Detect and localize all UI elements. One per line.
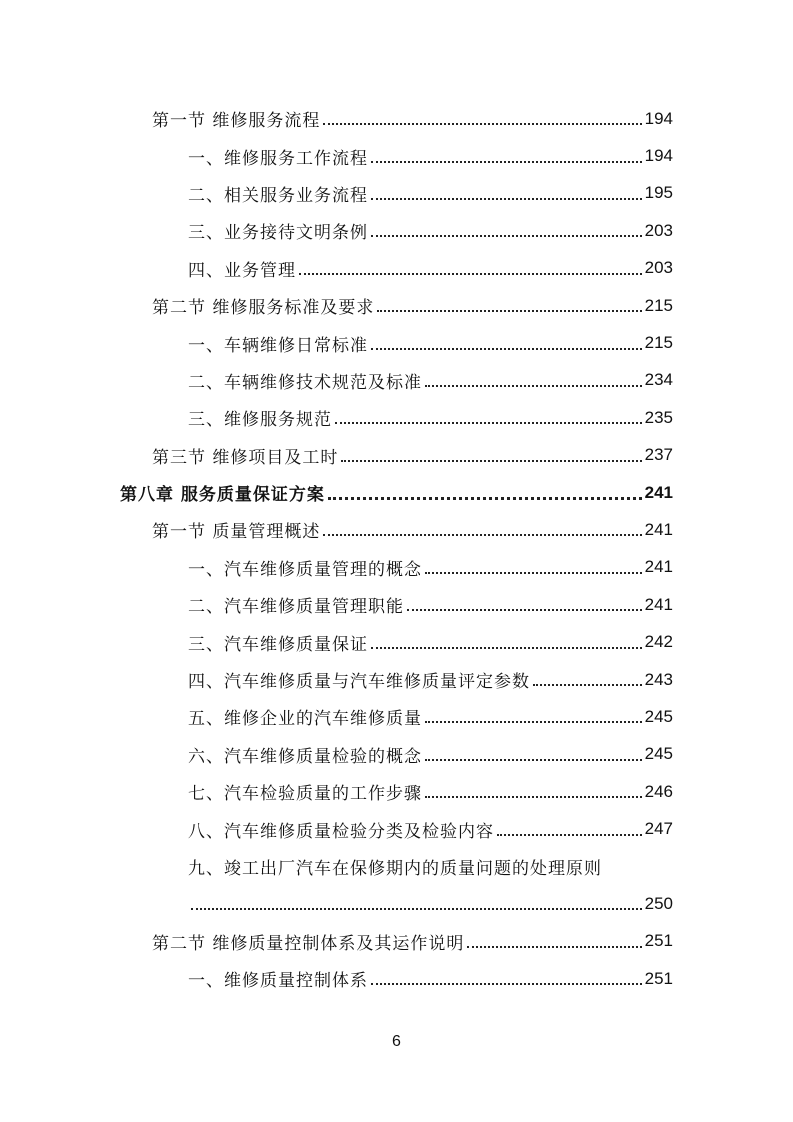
- dot-leader: [425, 758, 642, 761]
- dot-leader: [371, 234, 642, 237]
- toc-item[interactable]: [0, 848, 793, 885]
- toc-item[interactable]: [0, 250, 793, 287]
- toc-entry-title: 第二节 维修质量控制体系及其运作说明: [152, 933, 465, 954]
- toc-item[interactable]: [0, 773, 793, 810]
- toc-entry-title: 二、车辆维修技术规范及标准: [188, 372, 422, 393]
- toc-section[interactable]: [0, 100, 793, 137]
- toc-entry-page: 246: [644, 781, 673, 801]
- dot-leader: [341, 459, 641, 462]
- dot-leader: [371, 197, 642, 200]
- toc-item[interactable]: [0, 549, 793, 586]
- toc-item[interactable]: [0, 324, 793, 361]
- dot-leader: [425, 384, 642, 387]
- toc-item[interactable]: [0, 698, 793, 735]
- toc-entry-title: 七、汽车检验质量的工作步骤: [188, 784, 422, 805]
- dot-leader: [467, 945, 641, 948]
- toc-entry-title: 三、汽车维修质量保证: [188, 634, 368, 655]
- toc-entry-title: 三、维修服务规范: [188, 410, 332, 431]
- toc-item[interactable]: [0, 212, 793, 249]
- toc-entry-title: 四、汽车维修质量与汽车维修质量评定参数: [188, 672, 530, 693]
- toc-entry-page: 235: [644, 407, 673, 427]
- toc-entry-title: 六、汽车维修质量检验的概念: [188, 746, 422, 767]
- table-of-contents: [0, 100, 793, 997]
- toc-section[interactable]: [0, 923, 793, 960]
- page-number: 6: [392, 1033, 401, 1050]
- toc-entry-page: 242: [644, 632, 673, 652]
- toc-section[interactable]: [0, 511, 793, 548]
- dot-leader: [425, 720, 642, 723]
- toc-entry-title: 第八章 服务质量保证方案: [120, 485, 325, 506]
- toc-item[interactable]: [0, 661, 793, 698]
- dot-leader: [371, 646, 642, 649]
- toc-entry-page: 194: [644, 146, 673, 166]
- toc-entry-page: 237: [644, 445, 673, 465]
- toc-item[interactable]: [0, 399, 793, 436]
- toc-entry-page: 241: [644, 594, 673, 614]
- toc-entry-title: 二、相关服务业务流程: [188, 185, 368, 206]
- toc-entry-page: 247: [644, 819, 673, 839]
- toc-entry-title: 一、维修服务工作流程: [188, 148, 368, 169]
- dot-leader: [323, 122, 641, 125]
- toc-item[interactable]: [0, 175, 793, 212]
- toc-entry-title: 第二节 维修服务标准及要求: [152, 298, 375, 319]
- toc-section[interactable]: [0, 437, 793, 474]
- dot-leader: [371, 982, 642, 985]
- toc-entry-title: 第一节 质量管理概述: [152, 522, 321, 543]
- toc-entry-page: 203: [644, 220, 673, 240]
- dot-leader: [299, 272, 642, 275]
- dot-leader: [371, 160, 642, 163]
- toc-entry-title: 二、汽车维修质量管理职能: [188, 597, 404, 618]
- toc-section[interactable]: [0, 287, 793, 324]
- dot-leader: [328, 496, 642, 500]
- toc-entry-page: 250: [644, 893, 673, 913]
- toc-entry-page: 251: [644, 968, 673, 988]
- toc-entry-page: 234: [644, 370, 673, 390]
- toc-item[interactable]: [0, 362, 793, 399]
- toc-entry-page: 243: [644, 669, 673, 689]
- dot-leader: [425, 795, 642, 798]
- toc-entry-page: 215: [644, 295, 673, 315]
- toc-item[interactable]: [0, 736, 793, 773]
- toc-item[interactable]: [0, 810, 793, 847]
- dot-leader: [335, 421, 642, 424]
- toc-entry-title: 一、维修质量控制体系: [188, 971, 368, 992]
- dot-leader: [407, 608, 642, 611]
- dot-leader: [533, 683, 642, 686]
- dot-leader: [377, 309, 641, 312]
- toc-entry-page: 195: [644, 183, 673, 203]
- toc-item[interactable]: [0, 885, 793, 922]
- dot-leader: [425, 571, 642, 574]
- toc-entry-title: 四、业务管理: [188, 260, 296, 281]
- toc-item[interactable]: [0, 586, 793, 623]
- toc-entry-title: 八、汽车维修质量检验分类及检验内容: [188, 821, 494, 842]
- toc-item[interactable]: [0, 623, 793, 660]
- toc-entry-page: 251: [644, 931, 673, 951]
- toc-entry-page: 245: [644, 706, 673, 726]
- dot-leader: [371, 347, 642, 350]
- toc-entry-page: 241: [644, 557, 673, 577]
- dot-leader: [323, 533, 641, 536]
- toc-entry-page: 241: [644, 519, 673, 539]
- toc-entry-page: 245: [644, 744, 673, 764]
- toc-chapter[interactable]: [0, 474, 793, 511]
- toc-entry-page: 194: [644, 108, 673, 128]
- toc-entry-title: 五、维修企业的汽车维修质量: [188, 709, 422, 730]
- toc-item[interactable]: [0, 960, 793, 997]
- dot-leader: [191, 907, 642, 910]
- dot-leader: [497, 833, 642, 836]
- toc-entry-title: 第一节 维修服务流程: [152, 111, 321, 132]
- toc-entry-title: 一、汽车维修质量管理的概念: [188, 559, 422, 580]
- toc-item[interactable]: [0, 137, 793, 174]
- toc-entry-title: 三、业务接待文明条例: [188, 223, 368, 244]
- toc-entry-title: 第三节 维修项目及工时: [152, 447, 339, 468]
- toc-entry-page: 203: [644, 258, 673, 278]
- toc-entry-title: 一、车辆维修日常标准: [188, 335, 368, 356]
- toc-entry-title: 九、竣工出厂汽车在保修期内的质量问题的处理原则: [188, 859, 602, 879]
- toc-entry-page: 241: [644, 482, 673, 502]
- toc-entry-page: 215: [644, 333, 673, 353]
